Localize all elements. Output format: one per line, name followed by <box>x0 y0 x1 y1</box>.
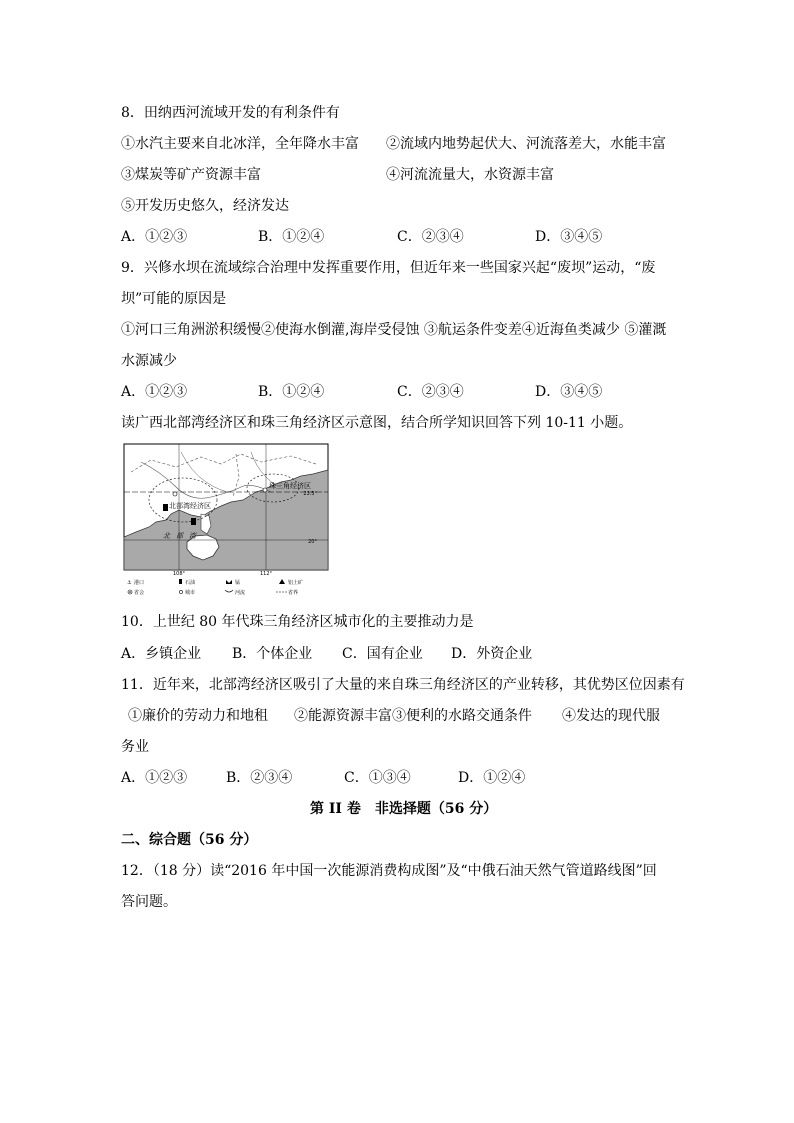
q10-stem: 10．上世纪 80 年代珠三角经济区城市化的主要推动力是 <box>121 614 474 630</box>
legend-port: 港口 <box>134 580 145 586</box>
q11-choice-b: B．②③④ <box>226 770 293 786</box>
q9-choice-b: B．①②④ <box>258 384 325 400</box>
q10-choice-d: D．外资企业 <box>451 646 533 662</box>
q9-options-line1: ①河口三角洲淤积缓慢②使海水倒灌,海岸受侵蚀 ③航运条件变差④近海鱼类减少 ⑤灌溉 <box>121 322 667 338</box>
map-label-beibu: 北部湾经济区 <box>169 502 211 510</box>
map-label-bay: 北部湾 <box>163 532 202 540</box>
q11-option-1: ①廉价的劳动力和地租 <box>128 708 268 724</box>
legend-oil: 石油 <box>185 580 196 586</box>
q12-line2: 答问题。 <box>121 894 177 910</box>
map-intro: 读广西北部湾经济区和珠三角经济区示意图，结合所学知识回答下列 10-11 小题。 <box>121 415 633 431</box>
q11-stem: 11．近年来，北部湾经济区吸引了大量的来自珠三角经济区的产业转移，其优势区位因素有 <box>121 677 685 693</box>
q11-option-2-3: ②能源资源丰富③便利的水路交通条件 <box>294 708 532 724</box>
q8-choice-c: C．②③④ <box>397 229 464 245</box>
q9-choice-a: A．①②③ <box>121 384 188 400</box>
q8-choice-b: B．①②④ <box>258 229 325 245</box>
section-2-title: 第 II 卷 非选择题（56 分） <box>310 801 498 817</box>
legend-capital: 省会 <box>134 590 145 596</box>
q8-option-3: ③煤炭等矿产资源丰富 <box>121 167 261 183</box>
legend-anchor-icon: ⚓ <box>127 580 132 586</box>
q11-choice-d: D．①②④ <box>458 770 526 786</box>
q9-stem-line1: 9．兴修水坝在流域综合治理中发挥重要作用，但近年来一些国家兴起“废坝”运动，“废 <box>121 260 656 276</box>
section-heading: 二、综合题（56 分） <box>121 832 258 848</box>
q9-choice-d: D．③④⑤ <box>535 384 603 400</box>
q11-choice-c: C．①③④ <box>344 770 411 786</box>
q8-choice-a: A．①②③ <box>121 229 188 245</box>
beibu-zhusanjiao-map <box>121 442 331 602</box>
q8-choice-d: D．③④⑤ <box>535 229 603 245</box>
q8-stem: 8．田纳西河流域开发的有利条件有 <box>121 105 340 121</box>
q8-option-4: ④河流流量大，水资源丰富 <box>386 167 554 183</box>
map-label-zhusanjiao: 珠三角经济区 <box>269 482 311 490</box>
q10-choice-c: C．国有企业 <box>342 646 423 662</box>
q9-options-line2: 水源减少 <box>121 353 177 369</box>
map-lon-1: 108° <box>172 571 186 577</box>
q8-option-5: ⑤开发历史悠久，经济发达 <box>121 198 289 214</box>
map-lat-1: 23.5° <box>303 491 317 497</box>
q12-line1: 12．（18 分）读“2016 年中国一次能源消费构成图”及“中俄石油天然气管道路线图”回 <box>121 863 657 879</box>
map-legend <box>127 579 303 596</box>
q8-option-2: ②流域内地势起伏大、河流落差大，水能丰富 <box>386 136 666 152</box>
q9-choice-c: C．②③④ <box>397 384 464 400</box>
legend-manganese-icon <box>226 580 232 584</box>
q10-choice-b: B．个体企业 <box>232 646 313 662</box>
q11-option-4-cont: 务业 <box>121 739 149 755</box>
legend-bauxite-icon <box>279 579 285 584</box>
legend-border: 省界 <box>288 590 299 596</box>
q9-stem-line2: 坝”可能的原因是 <box>121 291 227 307</box>
legend-oil-icon <box>179 579 182 584</box>
legend-city-icon <box>179 590 182 593</box>
q8-option-1: ①水汽主要来自北冰洋，全年降水丰富 <box>121 136 359 152</box>
q11-choice-a: A．①②③ <box>121 770 188 786</box>
q11-option-4: ④发达的现代服 <box>562 708 660 724</box>
legend-river: 河流 <box>235 590 246 596</box>
map-lat-2: 20° <box>308 539 317 545</box>
legend-city: 城市 <box>185 590 196 596</box>
q10-choice-a: A．乡镇企业 <box>121 646 202 662</box>
legend-bauxite: 铝土矿 <box>288 580 304 586</box>
legend-manganese: 锰 <box>235 580 241 586</box>
legend-river-icon <box>225 590 233 592</box>
map-lon-2: 112° <box>259 571 273 577</box>
